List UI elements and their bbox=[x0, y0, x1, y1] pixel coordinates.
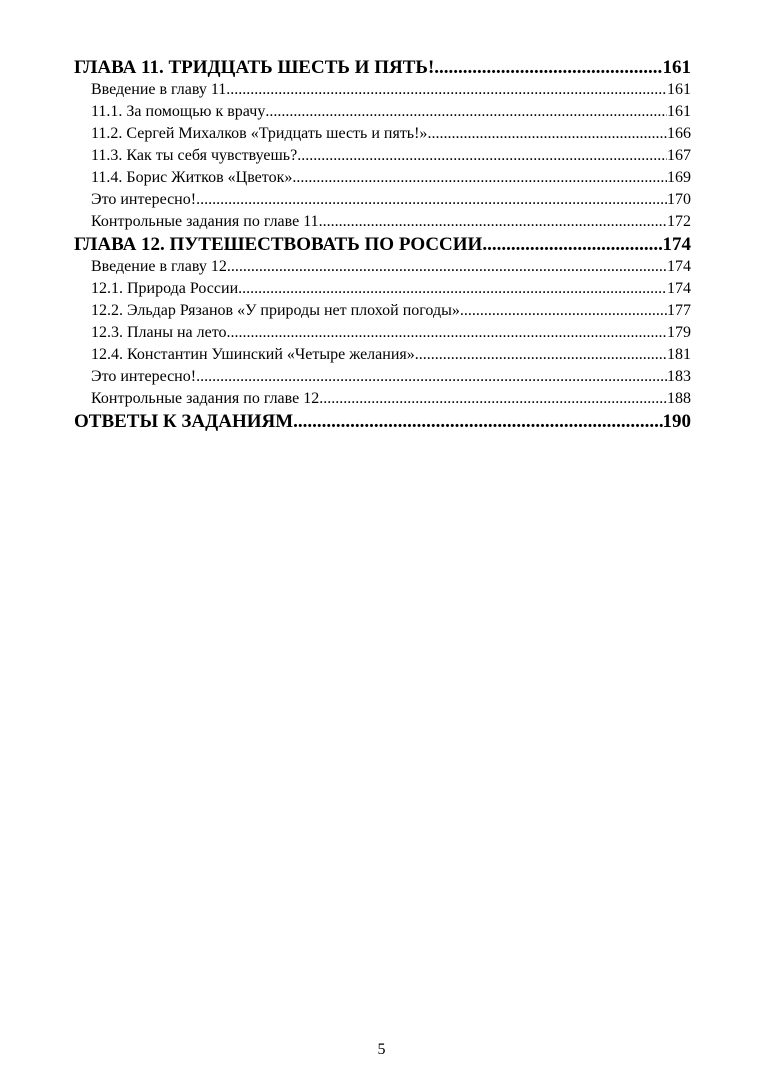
dot-leader bbox=[434, 56, 662, 79]
toc-entry-title: Контрольные задания по главе 12 bbox=[91, 390, 320, 407]
dot-leader bbox=[415, 344, 667, 366]
toc-section-12-1[interactable] bbox=[74, 278, 691, 300]
page-number: 5 bbox=[377, 1041, 386, 1058]
toc-entry-page: 161 bbox=[662, 57, 691, 78]
toc-entry-title: Введение в главу 11 bbox=[91, 81, 227, 98]
toc-entry-title: 11.3. Как ты себя чувствуешь? bbox=[91, 147, 298, 164]
toc-section-12-2[interactable] bbox=[74, 300, 691, 322]
toc-entry-title: Это интересно! bbox=[91, 368, 197, 385]
toc-chapter-12[interactable] bbox=[74, 233, 691, 256]
toc-entry-page: 174 bbox=[667, 280, 691, 297]
toc-entry-title: Контрольные задания по главе 11 bbox=[91, 213, 319, 230]
toc-entry-title: Введение в главу 12 bbox=[91, 258, 227, 275]
toc-section-12-4[interactable] bbox=[74, 344, 691, 366]
toc-entry-title: 12.2. Эльдар Рязанов «У природы нет плохой погоды» bbox=[91, 302, 460, 319]
toc-entry-title: ГЛАВА 12. ПУТЕШЕСТВОВАТЬ ПО РОССИИ bbox=[74, 234, 483, 255]
dot-leader bbox=[427, 123, 667, 145]
dot-leader bbox=[460, 300, 667, 322]
toc-section-interesting-12[interactable] bbox=[74, 366, 691, 388]
toc-entry-page: 170 bbox=[667, 191, 691, 208]
toc-entry-title: 11.2. Сергей Михалков «Тридцать шесть и пять!» bbox=[91, 125, 428, 142]
dot-leader bbox=[226, 79, 667, 101]
toc-entry-page: 190 bbox=[662, 411, 691, 432]
toc-entry-title: 11.1. За помощью к врачу bbox=[91, 103, 266, 120]
dot-leader bbox=[265, 101, 667, 123]
toc-entry-page: 181 bbox=[667, 346, 691, 363]
toc-section-tasks-12[interactable] bbox=[74, 388, 691, 410]
toc-entry-title: Это интересно! bbox=[91, 191, 197, 208]
toc-entry-page: 177 bbox=[667, 302, 691, 319]
toc-entry-title: ГЛАВА 11. ТРИДЦАТЬ ШЕСТЬ И ПЯТЬ! bbox=[74, 57, 435, 78]
toc-entry-title: 11.4. Борис Житков «Цветок» bbox=[91, 169, 293, 186]
toc-entry-title: 12.1. Природа России bbox=[91, 280, 239, 297]
dot-leader bbox=[319, 211, 667, 233]
toc-section-11-3[interactable] bbox=[74, 145, 691, 167]
toc-entry-page: 174 bbox=[667, 258, 691, 275]
toc-entry-page: 166 bbox=[667, 125, 691, 142]
dot-leader bbox=[227, 256, 667, 278]
toc-section-interesting-11[interactable] bbox=[74, 189, 691, 211]
dot-leader bbox=[293, 410, 662, 433]
toc-entry-page: 179 bbox=[667, 324, 691, 341]
toc-section-tasks-11[interactable] bbox=[74, 211, 691, 233]
dot-leader bbox=[297, 145, 667, 167]
toc-entry-page: 161 bbox=[667, 103, 691, 120]
toc-section-intro-11[interactable] bbox=[74, 79, 691, 101]
toc-entry-title: ОТВЕТЫ К ЗАДАНИЯМ bbox=[74, 411, 294, 432]
dot-leader bbox=[292, 167, 667, 189]
toc-entry-page: 167 bbox=[667, 147, 691, 164]
toc-entry-page: 188 bbox=[667, 390, 691, 407]
toc-entry-title: 12.3. Планы на лето bbox=[91, 324, 227, 341]
toc-section-intro-12[interactable] bbox=[74, 256, 691, 278]
dot-leader bbox=[238, 278, 667, 300]
dot-leader bbox=[482, 233, 662, 256]
toc-entry-title: 12.4. Константин Ушинский «Четыре желания» bbox=[91, 346, 415, 363]
toc-entry-page: 169 bbox=[667, 169, 691, 186]
dot-leader bbox=[196, 366, 667, 388]
toc-entry-page: 174 bbox=[662, 234, 691, 255]
toc-entry-page: 161 bbox=[667, 81, 691, 98]
toc-section-11-4[interactable] bbox=[74, 167, 691, 189]
toc-section-12-3[interactable] bbox=[74, 322, 691, 344]
toc-entry-page: 183 bbox=[667, 368, 691, 385]
toc-section-11-2[interactable] bbox=[74, 123, 691, 145]
dot-leader bbox=[319, 388, 667, 410]
toc-section-11-1[interactable] bbox=[74, 101, 691, 123]
toc-chapter-11[interactable] bbox=[74, 56, 691, 79]
toc-chapter-answers[interactable] bbox=[74, 410, 691, 433]
dot-leader bbox=[196, 189, 667, 211]
toc-entry-page: 172 bbox=[667, 213, 691, 230]
table-of-contents bbox=[74, 56, 691, 433]
dot-leader bbox=[226, 322, 667, 344]
